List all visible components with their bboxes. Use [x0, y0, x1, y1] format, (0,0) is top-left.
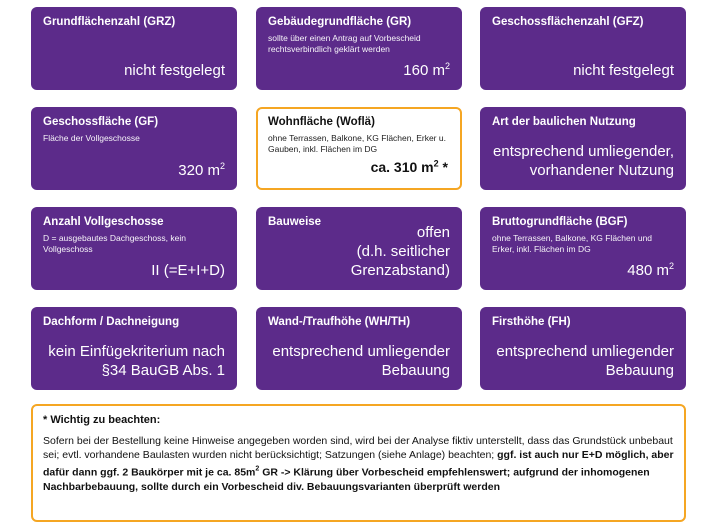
- card-value: nicht festgelegt: [573, 62, 674, 79]
- card-value: II (=E+I+D): [151, 262, 225, 279]
- card-bauweise: [256, 207, 462, 290]
- card-title: Bruttogrundfläche (BGF): [492, 216, 628, 228]
- card-title: Grundflächenzahl (GRZ): [43, 16, 176, 28]
- card-subtitle: ohne Terrassen, Balkone, KG Flächen, Erker u. Gauben, inkl. Flächen im DG: [268, 133, 446, 154]
- card-title: Firsthöhe (FH): [492, 316, 571, 328]
- card-value: offen (d.h. seitlicher Grenzabstand): [350, 224, 450, 279]
- card-value: 320 $m^2$: [178, 161, 225, 179]
- card-subtitle: ohne Terrassen, Balkone, KG Flächen und Erker, inkl. Flächen im DG: [492, 233, 653, 254]
- card-value: entsprechend umliegender Bebauung: [496, 343, 674, 379]
- card-gf: [31, 107, 237, 190]
- card-value: kein Einfügekriterium nach §34 BauGB Abs. 1: [48, 343, 225, 379]
- card-subtitle: Fläche der Vollgeschosse: [43, 133, 140, 143]
- card-value: ca. 310 $m^2$ *: [370, 158, 448, 175]
- important-note: [31, 404, 686, 522]
- card-title: Dachform / Dachneigung: [43, 316, 180, 328]
- card-value: entsprechend umliegender, vorhandener Nutzung: [493, 143, 674, 179]
- note-title: * Wichtig zu beachten:: [43, 414, 161, 426]
- card-title: Wand-/Traufhöhe (WH/TH): [268, 316, 411, 328]
- card-title: Bauweise: [268, 216, 322, 228]
- card-title: Geschossflächenzahl (GFZ): [492, 16, 644, 28]
- card-title: Anzahl Vollgeschosse: [43, 216, 164, 228]
- card-subtitle: D = ausgebautes Dachgeschoss, kein Vollgeschoss: [43, 233, 186, 254]
- card-art-nutzung: [480, 107, 686, 190]
- card-gr: [256, 7, 462, 90]
- card-firsthoehe: [480, 307, 686, 390]
- card-title: Art der baulichen Nutzung: [492, 116, 636, 128]
- card-dachform: [31, 307, 237, 390]
- card-value: nicht festgelegt: [124, 62, 225, 79]
- card-title: Geschossfläche (GF): [43, 116, 159, 128]
- card-grz: [31, 7, 237, 90]
- card-title: Wohnfläche (Woflä): [268, 116, 375, 128]
- note-text: Sofern bei der Bestellung keine Hinweise angegeben worden sind, wird bei der Analyse fiktiv unterstellt, dass das Grundstück unbebaut sei; evtl. vorhandene Baulasten wurden nicht berücksichtigt; Satzungen (siehe Anlage) beachten; ggf. ist auch nur E+D möglich, aber dafür dann ggf. 2 Baukörper mit je ca. $85m^2$ GR -> Klärung über Vorbescheid empfehlenswert; aufgrund der inhomogenen Nachbarbebauung, sollte durch ein Vorbescheid div. Bebauungsvarianten überprüft werden: [43, 434, 674, 493]
- card-value: 160 $m^2$: [403, 61, 450, 79]
- card-subtitle: sollte über einen Antrag auf Vorbescheid rechtsverbindlich geklärt werden: [268, 33, 421, 54]
- card-bgf: [480, 207, 686, 290]
- card-vollgeschosse: [31, 207, 237, 290]
- card-gfz: [480, 7, 686, 90]
- card-title: Gebäudegrundfläche (GR): [268, 16, 412, 28]
- card-value: entsprechend umliegender Bebauung: [272, 343, 450, 379]
- card-wandhoehe: [256, 307, 462, 390]
- card-wohnflaeche: [256, 107, 462, 190]
- card-value: 480 $m^2$: [627, 261, 674, 279]
